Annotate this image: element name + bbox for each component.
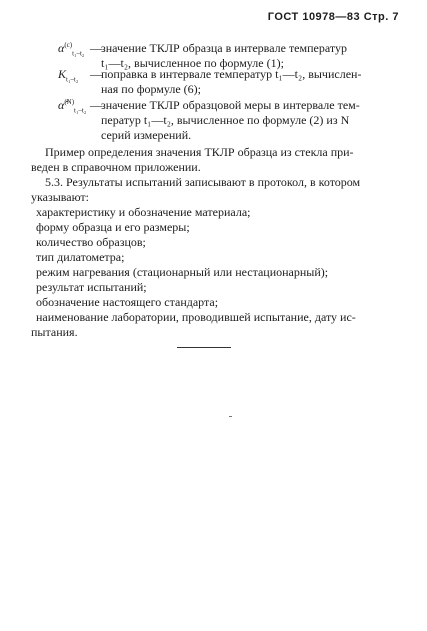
list-item: результат испытаний; bbox=[36, 280, 147, 294]
list-item: количество образцов; bbox=[36, 235, 146, 249]
list-item: тип дилатометра; bbox=[36, 250, 125, 264]
list-item: форму образца и его размеры; bbox=[36, 220, 190, 234]
definition-line: значение ТКЛР образцовой меры в интервале тем- bbox=[101, 98, 360, 112]
definition-symbol: $K_{t_1-t_2}$ bbox=[58, 67, 79, 84]
definition-line: t₁—t₂, вычисленное по формуле (1); bbox=[101, 56, 284, 70]
definition-line: серий измерений. bbox=[101, 128, 192, 142]
list-item: обозначение настоящего стандарта; bbox=[36, 295, 219, 309]
definition-line: значение ТКЛР образца в интервале температур bbox=[101, 41, 347, 55]
list-item: наименование лаборатории, проводившей испытание, дату ис- bbox=[36, 310, 356, 324]
list-item: характеристику и обозначение материала; bbox=[36, 205, 251, 219]
definition-symbol: $\alpha^{(c)}_{t_1-t_2}$ bbox=[58, 41, 85, 58]
paragraph-line: 5.3. Результаты испытаний записывают в протокол, в котором bbox=[45, 175, 361, 189]
page-header: ГОСТ 10978—83 Стр. 7 bbox=[267, 11, 399, 23]
definition-dash: — bbox=[90, 98, 102, 112]
list-item: режим нагревания (стационарный или нестационарный); bbox=[36, 265, 329, 279]
definition-dash: — bbox=[90, 41, 102, 55]
definition-line: ная по формуле (6); bbox=[101, 82, 201, 96]
definition-symbol: α̂$^{(N)}_{t_1-t_2}$ bbox=[58, 98, 87, 115]
paragraph-line: веден в справочном приложении. bbox=[31, 160, 201, 174]
paragraph-line: указывают: bbox=[31, 190, 89, 204]
list-item: пытания. bbox=[31, 325, 78, 339]
definition-line: ператур t₁—t₂, вычисленное по формуле (2) из N bbox=[101, 113, 350, 127]
definition-dash: — bbox=[90, 67, 102, 81]
scan-speck bbox=[229, 416, 232, 417]
definition-line: поправка в интервале температур t₁—t₂, вычислен- bbox=[101, 67, 362, 81]
section-end-divider bbox=[177, 347, 231, 348]
paragraph-line: Пример определения значения ТКЛР образца из стекла при- bbox=[45, 145, 354, 159]
